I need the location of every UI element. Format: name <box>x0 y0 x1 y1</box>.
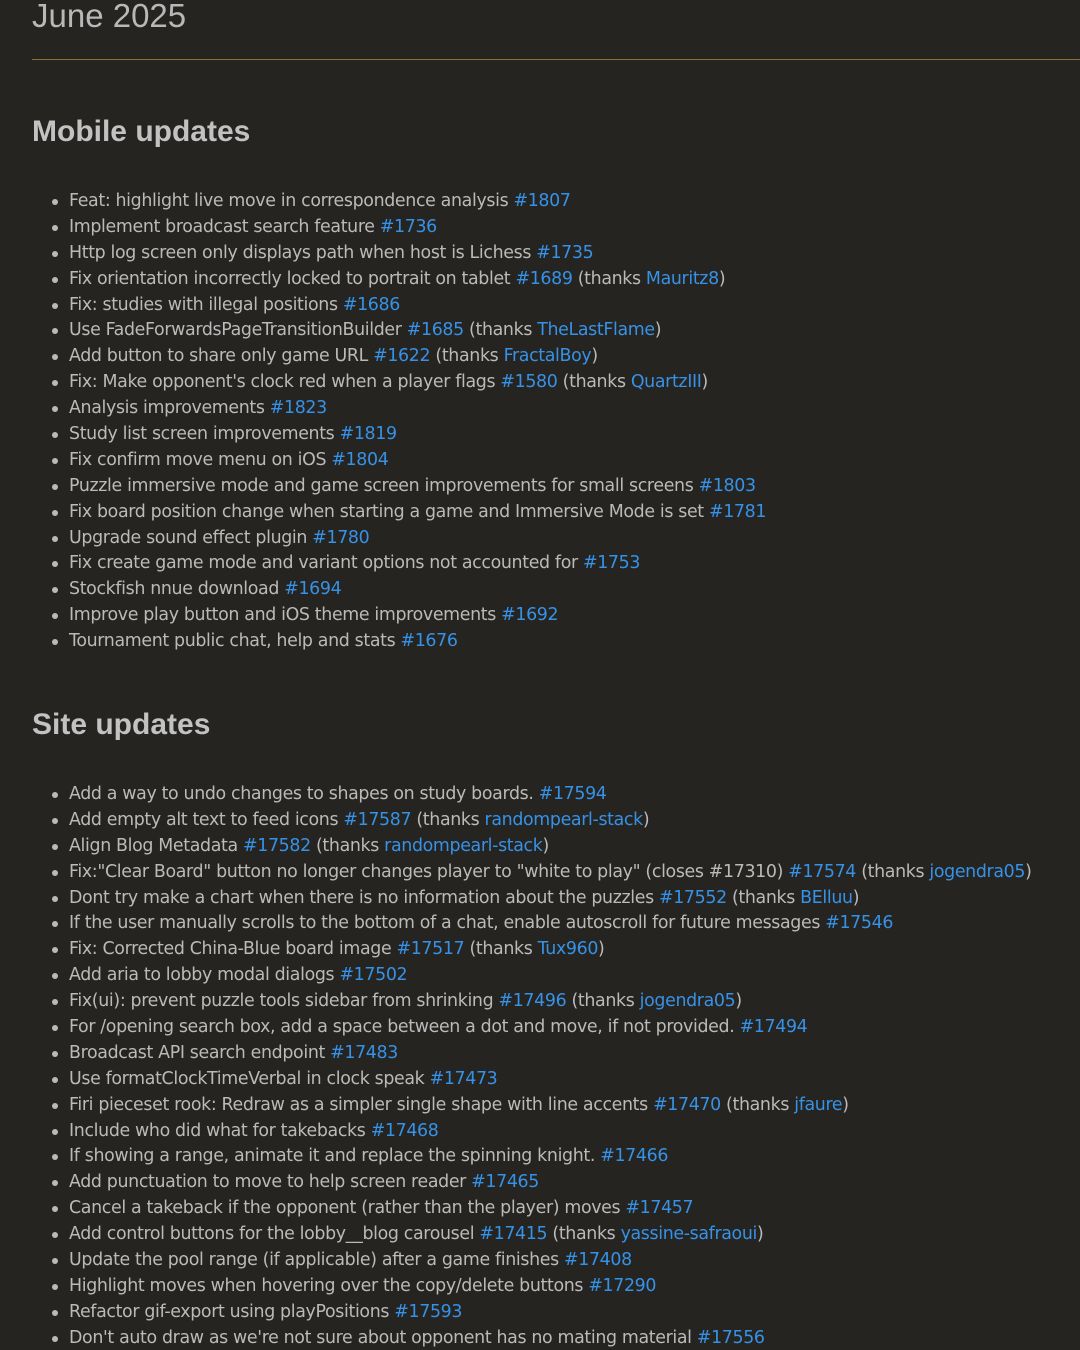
bullet-icon <box>52 999 58 1005</box>
item-text: Study list screen improvements <box>69 424 335 445</box>
pull-request-link[interactable]: #1580 <box>500 372 558 393</box>
thanks-prefix: (thanks <box>469 939 538 960</box>
pull-request-link[interactable]: #1692 <box>501 605 559 626</box>
thanks-suffix: ) <box>598 939 605 960</box>
item-text: Fix(ui): prevent puzzle tools sidebar from shrinking <box>69 991 494 1012</box>
bullet-icon <box>52 536 58 542</box>
thanks-prefix: (thanks <box>562 372 631 393</box>
list-item <box>0 629 1080 655</box>
item-text: Use FadeForwardsPageTransitionBuilder <box>69 320 402 341</box>
bullet-icon <box>52 1284 58 1290</box>
thanks-suffix: ) <box>735 991 742 1012</box>
list-item <box>0 1300 1080 1326</box>
bullet-icon <box>52 406 58 412</box>
bullet-icon <box>52 1232 58 1238</box>
bullet-icon <box>52 561 58 567</box>
pull-request-link[interactable]: #17473 <box>429 1068 498 1089</box>
item-text: Fix confirm move menu on iOS <box>69 449 327 470</box>
item-text: Fix orientation incorrectly locked to portrait on tablet <box>69 268 511 289</box>
item-text: Fix: studies with illegal positions <box>69 294 338 315</box>
item-text: Improve play button and iOS theme improvements <box>69 605 496 626</box>
bullet-icon <box>52 921 58 927</box>
pull-request-link[interactable]: #17594 <box>538 784 607 804</box>
thanks-prefix: (thanks <box>416 809 485 830</box>
thanks-suffix: ) <box>591 346 598 367</box>
item-text: Align Blog Metadata <box>69 835 238 856</box>
thanks-suffix: ) <box>654 320 662 341</box>
bullet-icon <box>52 1077 58 1083</box>
site-updates-list <box>0 782 1080 1350</box>
list-item <box>0 782 1080 808</box>
list-item <box>0 422 1080 448</box>
item-text: Add empty alt text to feed icons <box>69 809 339 830</box>
list-item <box>0 1041 1080 1067</box>
thanks-suffix: ) <box>842 1094 849 1115</box>
thanks-suffix: ) <box>852 887 860 908</box>
list-item <box>0 1274 1080 1300</box>
thanks-prefix: (thanks <box>435 346 504 367</box>
item-text: Upgrade sound effect plugin <box>69 527 308 548</box>
item-text: Don't auto draw as we're not sure about opponent has no mating material <box>69 1327 692 1348</box>
thanks-suffix: ) <box>718 268 726 289</box>
pull-request-link[interactable]: #17587 <box>343 809 412 830</box>
item-text: Highlight moves when hovering over the copy/delete buttons <box>69 1275 584 1296</box>
list-item <box>0 1222 1080 1248</box>
list-item <box>0 1144 1080 1170</box>
thanks-suffix: ) <box>642 809 650 830</box>
pull-request-link[interactable]: #1803 <box>698 475 756 496</box>
item-text: Refactor gif-export using playPositions <box>69 1301 390 1322</box>
item-text: Broadcast API search endpoint <box>69 1042 325 1063</box>
item-text: Update the pool range (if applicable) after a game finishes <box>69 1250 559 1271</box>
list-item <box>0 370 1080 396</box>
bullet-icon <box>52 1154 58 1160</box>
item-text: Include who did what for takebacks <box>69 1120 366 1141</box>
site-updates-heading: Site updates <box>32 708 211 741</box>
item-text: Http log screen only displays path when host is Lichess <box>69 242 532 263</box>
pull-request-link[interactable]: #17457 <box>625 1198 694 1219</box>
list-item <box>0 808 1080 834</box>
pull-request-link[interactable]: #1694 <box>284 579 342 600</box>
pull-request-link[interactable]: #1781 <box>708 501 767 522</box>
item-text: Fix create game mode and variant options not accounted for <box>69 553 578 574</box>
list-item <box>0 189 1080 215</box>
contributor-link[interactable]: TheLastFlame <box>537 320 655 341</box>
pull-request-link[interactable]: #17556 <box>696 1327 765 1348</box>
pull-request-link[interactable]: #1736 <box>379 216 437 237</box>
bullet-icon <box>52 973 58 979</box>
title-divider <box>32 59 1080 60</box>
thanks-suffix: ) <box>757 1224 764 1245</box>
thanks-suffix: ) <box>1025 861 1032 882</box>
item-text: Fix: Make opponent's clock red when a player flags <box>69 372 496 393</box>
bullet-icon <box>52 1025 58 1031</box>
contributor-link[interactable]: jogendra05 <box>929 861 1026 882</box>
bullet-icon <box>52 844 58 850</box>
pull-request-link[interactable]: #1807 <box>513 191 571 211</box>
bullet-icon <box>52 587 58 593</box>
item-text: Fix:"Clear Board" button no longer changes player to "white to play" (closes #17310) <box>69 861 784 882</box>
list-item <box>0 215 1080 241</box>
list-item <box>0 860 1080 886</box>
item-text: Use formatClockTimeVerbal in clock speak <box>69 1068 425 1089</box>
bullet-icon <box>52 1206 58 1212</box>
item-text: Dont try make a chart when there is no information about the puzzles <box>69 887 654 908</box>
pull-request-link[interactable]: #17502 <box>339 965 408 986</box>
list-item <box>0 241 1080 267</box>
pull-request-link[interactable]: #1689 <box>515 268 573 289</box>
bullet-icon <box>52 639 58 645</box>
bullet-icon <box>52 251 58 257</box>
bullet-icon <box>52 303 58 309</box>
list-item <box>0 1196 1080 1222</box>
contributor-link[interactable]: yassine-safraoui <box>620 1224 758 1245</box>
thanks-prefix: (thanks <box>552 1224 621 1245</box>
bullet-icon <box>52 896 58 902</box>
bullet-icon <box>52 792 58 798</box>
item-text: Add a way to undo changes to shapes on study boards. <box>69 784 534 804</box>
item-text: Analysis improvements <box>69 398 265 419</box>
bullet-icon <box>52 947 58 953</box>
list-item <box>0 267 1080 293</box>
pull-request-link[interactable]: #17494 <box>739 1017 808 1038</box>
list-item <box>0 1170 1080 1196</box>
pull-request-link[interactable]: #1823 <box>269 398 327 419</box>
list-item <box>0 834 1080 860</box>
thanks-suffix: ) <box>701 372 708 393</box>
bullet-icon <box>52 484 58 490</box>
pull-request-link[interactable]: #17465 <box>471 1172 539 1193</box>
thanks-prefix: (thanks <box>726 1094 795 1115</box>
contributor-link[interactable]: Tux960 <box>537 939 599 960</box>
bullet-icon <box>52 1336 58 1342</box>
list-item <box>0 500 1080 526</box>
bullet-icon <box>52 458 58 464</box>
bullet-icon <box>52 380 58 386</box>
list-item <box>0 293 1080 319</box>
pull-request-link[interactable]: #1676 <box>400 631 458 652</box>
item-text: If showing a range, animate it and replace the spinning knight. <box>69 1146 596 1167</box>
bullet-icon <box>52 818 58 824</box>
bullet-icon <box>52 432 58 438</box>
item-text: Fix board position change when starting a game and Immersive Mode is set <box>69 501 704 522</box>
item-text: Add aria to lobby modal dialogs <box>69 965 335 986</box>
list-item <box>0 937 1080 963</box>
list-item <box>0 1326 1080 1350</box>
list-item <box>0 474 1080 500</box>
thanks-prefix: (thanks <box>316 835 385 856</box>
list-item <box>0 1119 1080 1145</box>
bullet-icon <box>52 870 58 876</box>
list-item <box>0 1067 1080 1093</box>
thanks-prefix: (thanks <box>469 320 538 341</box>
bullet-icon <box>52 1180 58 1186</box>
pull-request-link[interactable]: #17574 <box>788 861 857 882</box>
list-item <box>0 911 1080 937</box>
thanks-prefix: (thanks <box>861 861 930 882</box>
mobile-updates-heading: Mobile updates <box>32 115 251 148</box>
list-item <box>0 577 1080 603</box>
pull-request-link[interactable]: #1735 <box>536 242 594 263</box>
item-text: If the user manually scrolls to the bottom of a chat, enable autoscroll for future messages <box>69 913 821 934</box>
bullet-icon <box>52 277 58 283</box>
pull-request-link[interactable]: #1804 <box>331 449 389 470</box>
bullet-icon <box>52 510 58 516</box>
pull-request-link[interactable]: #17517 <box>396 939 465 960</box>
pull-request-link[interactable]: #17470 <box>653 1094 721 1115</box>
pull-request-link[interactable]: #17582 <box>243 835 311 856</box>
list-item <box>0 344 1080 370</box>
pull-request-link[interactable]: #17593 <box>394 1301 463 1322</box>
bullet-icon <box>52 613 58 619</box>
item-text: Add punctuation to move to help screen reader <box>69 1172 466 1193</box>
pull-request-link[interactable]: #17408 <box>564 1250 632 1271</box>
list-item <box>0 1015 1080 1041</box>
contributor-link[interactable]: jfaure <box>794 1094 843 1115</box>
pull-request-link[interactable]: #17546 <box>825 913 894 934</box>
pull-request-link[interactable]: #1686 <box>342 294 400 315</box>
thanks-prefix: (thanks <box>571 991 640 1012</box>
pull-request-link[interactable]: #17552 <box>659 887 727 908</box>
bullet-icon <box>52 1129 58 1135</box>
contributor-link[interactable]: randompearl-stack <box>384 835 543 856</box>
list-item <box>0 1093 1080 1119</box>
item-text: Cancel a takeback if the opponent (rather than the player) moves <box>69 1198 621 1219</box>
pull-request-link[interactable]: #17466 <box>600 1146 669 1167</box>
list-item <box>0 989 1080 1015</box>
thanks-prefix: (thanks <box>577 268 646 289</box>
item-text: Feat: highlight live move in correspondence analysis <box>69 191 509 211</box>
item-text: Implement broadcast search feature <box>69 216 375 237</box>
contributor-link[interactable]: randompearl-stack <box>484 809 643 830</box>
item-text: Add control buttons for the lobby__blog carousel <box>69 1224 475 1245</box>
list-item <box>0 551 1080 577</box>
month-title: June 2025 <box>32 0 187 34</box>
pull-request-link[interactable]: #1819 <box>339 424 397 445</box>
bullet-icon <box>52 225 58 231</box>
item-text: For /opening search box, add a space between a dot and move, if not provided. <box>69 1017 735 1038</box>
bullet-icon <box>52 1258 58 1264</box>
bullet-icon <box>52 1103 58 1109</box>
list-item <box>0 603 1080 629</box>
item-text: Add button to share only game URL <box>69 346 368 367</box>
list-item <box>0 963 1080 989</box>
list-item <box>0 886 1080 912</box>
pull-request-link[interactable]: #1622 <box>373 346 431 367</box>
bullet-icon <box>52 354 58 360</box>
list-item <box>0 396 1080 422</box>
contributor-link[interactable]: jogendra05 <box>639 991 736 1012</box>
pull-request-link[interactable]: #1753 <box>582 553 641 574</box>
pull-request-link[interactable]: #17496 <box>498 991 567 1012</box>
bullet-icon <box>52 328 58 334</box>
list-item <box>0 526 1080 552</box>
contributor-link[interactable]: BElluu <box>800 887 853 908</box>
item-text: Tournament public chat, help and stats <box>69 631 396 652</box>
bullet-icon <box>52 1310 58 1316</box>
thanks-prefix: (thanks <box>731 887 801 908</box>
pull-request-link[interactable]: #1780 <box>312 527 370 548</box>
pull-request-link[interactable]: #17415 <box>479 1224 548 1245</box>
item-text: Fix: Corrected China-Blue board image <box>69 939 392 960</box>
mobile-updates-list <box>0 189 1080 655</box>
contributor-link[interactable]: FractalBoy <box>503 346 592 367</box>
item-text: Puzzle immersive mode and game screen improvements for small screens <box>69 475 694 496</box>
thanks-suffix: ) <box>542 835 549 856</box>
pull-request-link[interactable]: #17483 <box>330 1042 398 1063</box>
item-text: Firi pieceset rook: Redraw as a simpler single shape with line accents <box>69 1094 648 1115</box>
contributor-link[interactable]: QuartzIII <box>630 372 702 393</box>
list-item <box>0 1248 1080 1274</box>
list-item <box>0 318 1080 344</box>
bullet-icon <box>52 199 58 205</box>
item-text: Stockfish nnue download <box>69 579 280 600</box>
pull-request-link[interactable]: #17290 <box>588 1275 657 1296</box>
contributor-link[interactable]: Mauritz8 <box>645 268 719 289</box>
pull-request-link[interactable]: #17468 <box>370 1120 439 1141</box>
list-item <box>0 448 1080 474</box>
pull-request-link[interactable]: #1685 <box>406 320 464 341</box>
bullet-icon <box>52 1051 58 1057</box>
